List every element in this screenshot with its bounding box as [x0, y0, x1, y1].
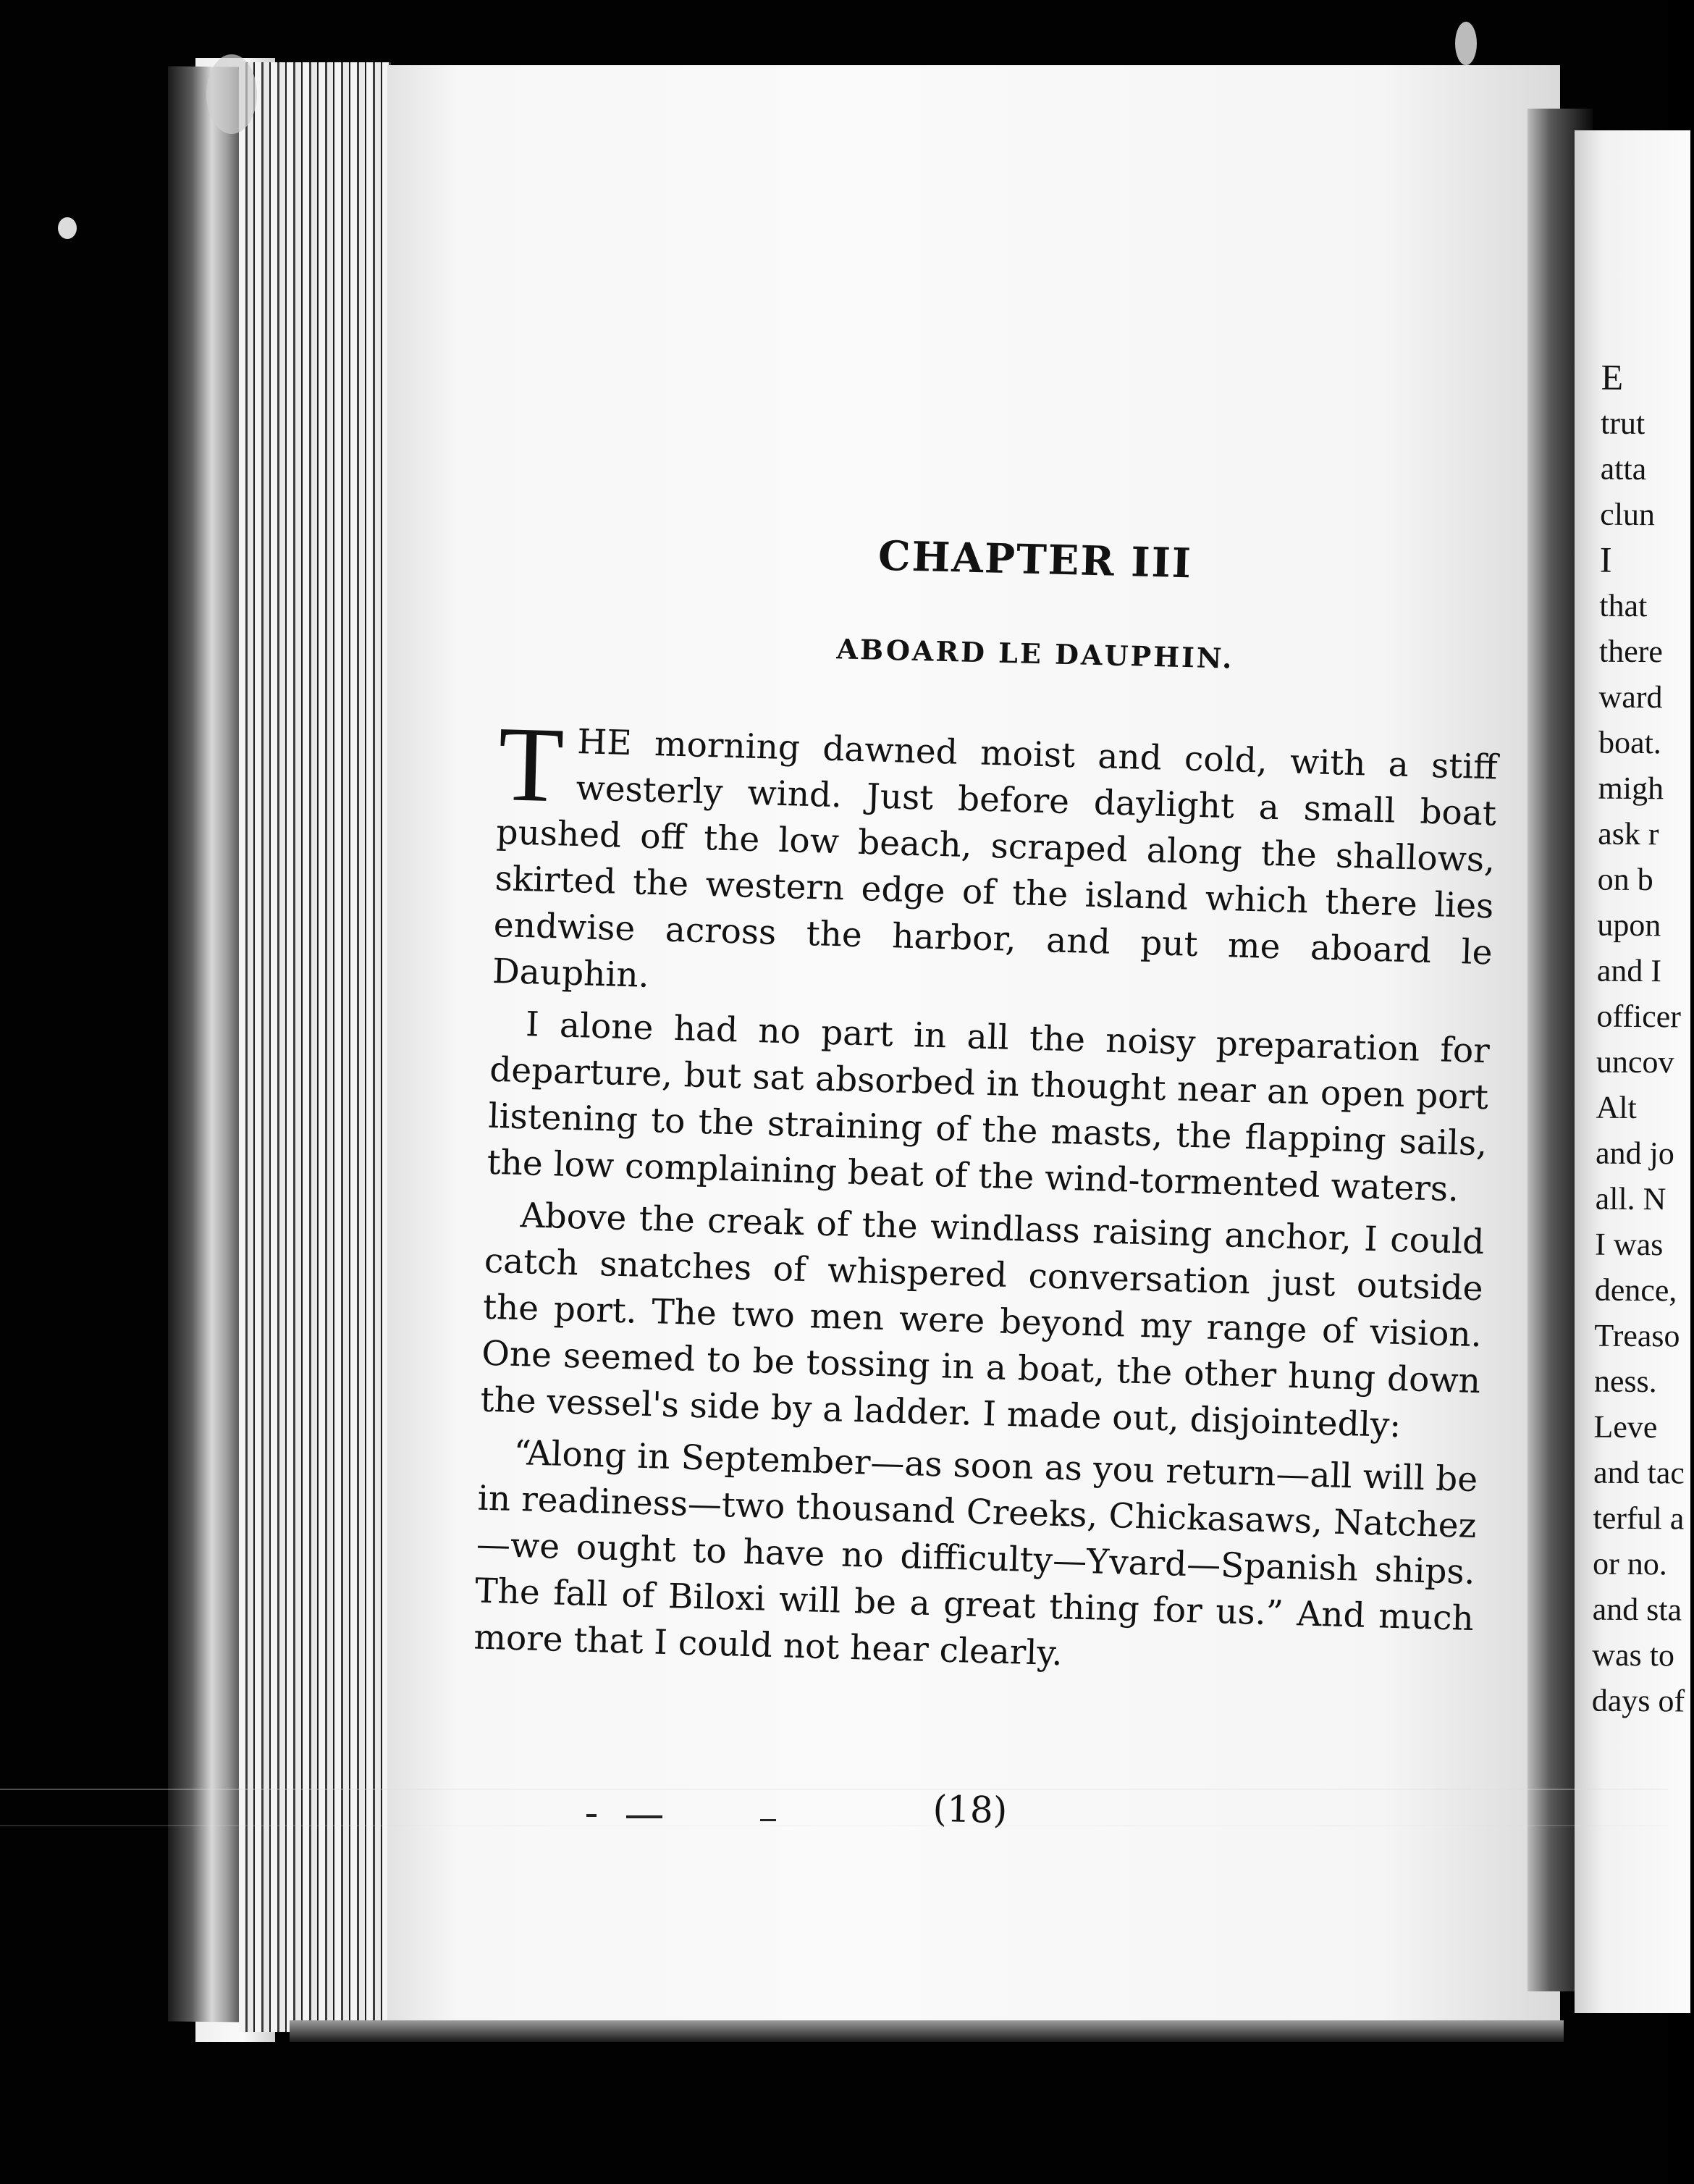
- fragment-line: officer: [1596, 998, 1682, 1035]
- fragment-line: on b: [1597, 861, 1653, 898]
- fragment-line: and tac: [1593, 1454, 1685, 1491]
- scan-artifact-line: [0, 1825, 1668, 1826]
- paragraph: “Along in September—as soon as you return—all will be in readiness—two thousand Creeks, Chickasaws, Natchez—we ought to have no difficulty—Yvard—Spanish ships. The fall of Biloxi will be a great thing for us.” And much more that I could not hear clearly.: [473, 1432, 1478, 1674]
- footer-dash: [760, 1819, 776, 1821]
- fragment-line: and jo: [1595, 1135, 1675, 1172]
- paragraph: Above the creak of the windlass raising anchor, I could catch snatches of whispered conversation just outside the port. The two men were beyond my range of vision. One seemed to be tossing in a boat, the other hung down the vessel's side by a ladder. I made out, disjointedly:: [479, 1196, 1486, 1446]
- fragment-line: there: [1598, 633, 1664, 670]
- paragraph: [492, 705, 1499, 1022]
- book-cover-edge: [168, 66, 248, 2022]
- chapter-body: [473, 705, 1499, 1694]
- fragment-line: days of: [1591, 1682, 1685, 1719]
- fragment-line: or no.: [1592, 1545, 1667, 1582]
- fragment-line: uncov: [1596, 1043, 1674, 1080]
- fragment-line: migh: [1598, 770, 1664, 807]
- fragment-line: was to: [1592, 1637, 1675, 1673]
- page-number: (18): [932, 1787, 1008, 1832]
- fragment-line: clun: [1600, 496, 1656, 533]
- paragraph: I alone had no part in all the noisy preparation for departure, but sat absorbed in thought near an open port listening to the straining of the masts, the flapping sails, the low complaining beat of the wind-tormented waters.: [486, 1004, 1491, 1210]
- scan-artifact-line: [0, 1789, 1668, 1790]
- fragment-line: that: [1599, 587, 1648, 624]
- drop-cap: T: [496, 705, 565, 826]
- dust-speck: [58, 217, 77, 239]
- fragment-line: all. N: [1595, 1180, 1666, 1217]
- footer-dash: [586, 1814, 597, 1817]
- fragment-line: ask r: [1598, 815, 1659, 852]
- fragment-line: ward: [1598, 679, 1663, 715]
- fragment-line: I was: [1595, 1226, 1664, 1263]
- fragment-line: Leve: [1593, 1408, 1658, 1445]
- fragment-line: terful a: [1593, 1500, 1685, 1537]
- fragment-line: boat.: [1598, 724, 1662, 761]
- fragment-line: upon: [1597, 907, 1661, 944]
- page-stack-edges: [239, 62, 391, 2032]
- fragment-line: [1591, 1723, 1671, 1770]
- right-page-text-fragments: [1591, 355, 1685, 1770]
- fragment-line: E: [1601, 356, 1624, 398]
- dust-speck: [206, 54, 257, 134]
- chapter-subtitle: ABOARD LE DAUPHIN.: [836, 632, 1234, 675]
- fragment-line: trut: [1600, 405, 1645, 442]
- paragraph-text: HE morning dawned moist and cold, with a stiff westerly wind. Just before daylight a small boat pushed off the low beach, scraped along the shallows, skirted the western edge of the island which there lies endwise across the harbor, and put me aboard le Dauphin.: [492, 722, 1499, 996]
- footer-dash: [626, 1815, 662, 1818]
- fragment-line: Alt: [1596, 1089, 1637, 1126]
- fragment-line: dence,: [1594, 1272, 1677, 1309]
- book-bottom-edge: [290, 2020, 1564, 2042]
- fragment-line: and I: [1596, 952, 1662, 989]
- fragment-line: I: [1599, 539, 1612, 580]
- fragment-line: Treaso: [1594, 1317, 1680, 1354]
- fragment-line: and sta: [1592, 1591, 1682, 1628]
- fragment-line: atta: [1600, 450, 1647, 487]
- chapter-title: CHAPTER III: [877, 532, 1193, 588]
- fragment-line: ness.: [1593, 1363, 1657, 1400]
- dust-speck: [1455, 22, 1477, 65]
